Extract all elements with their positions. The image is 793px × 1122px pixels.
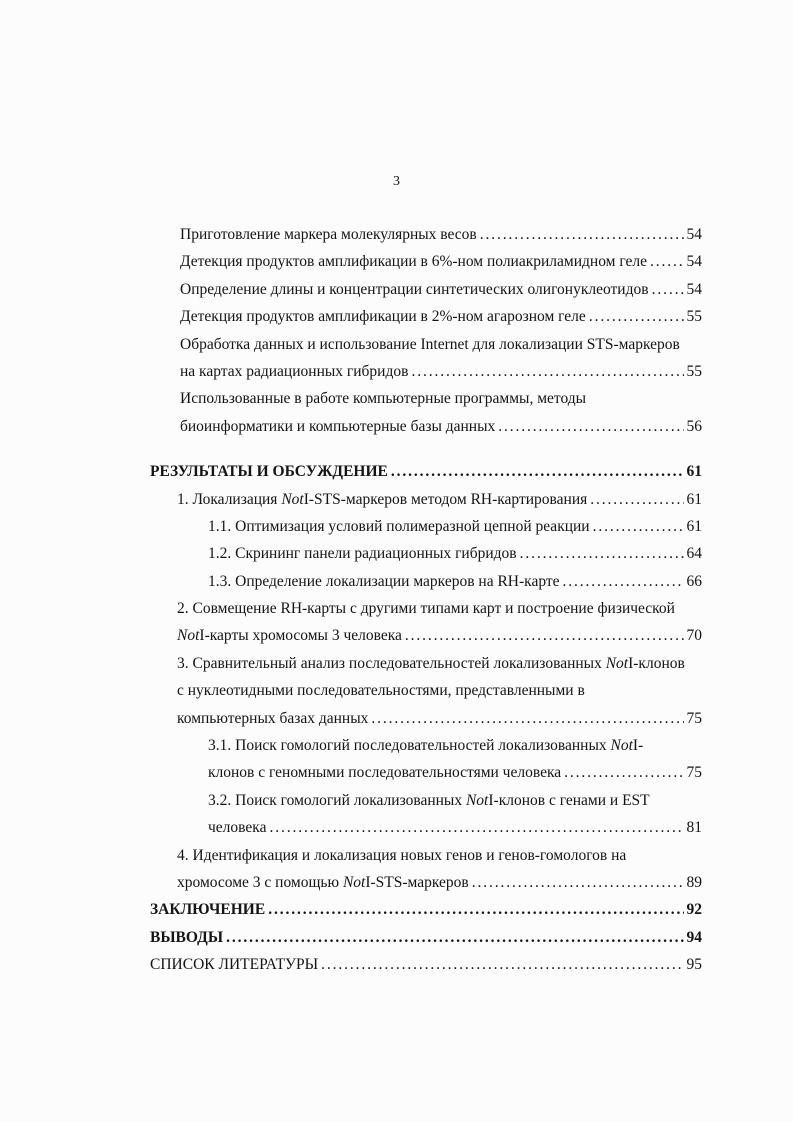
italic-text: Not xyxy=(605,654,629,672)
title-text: 3.2. Поиск гомологий локализованных xyxy=(208,791,466,809)
toc-entry-title: Обработка данных и использование Internet для локализации STS-маркеров xyxy=(180,335,680,353)
toc-entry[interactable] xyxy=(150,486,702,513)
toc-entry-title: биоинформатики и компьютерные базы данных xyxy=(180,417,496,435)
toc-entry-page: 64 xyxy=(686,545,702,563)
section-gap xyxy=(150,440,702,458)
toc-entry-page: 92 xyxy=(686,901,702,919)
toc-entry[interactable] xyxy=(150,759,702,786)
toc-entry-title: 1.2. Скрининг панели радиационных гибридов xyxy=(208,545,517,563)
toc-entry-continued[interactable] xyxy=(150,385,702,412)
toc-entry-page: 75 xyxy=(686,764,702,782)
toc-entry[interactable] xyxy=(150,221,702,248)
toc-entry-title xyxy=(177,486,587,513)
dot-leader xyxy=(391,458,684,485)
toc-entry-title: Детекция продуктов амплификации в 6%-ном полиакриламидном геле xyxy=(180,253,647,271)
italic-text: Not xyxy=(465,791,489,809)
toc-entry-title: компьютерных базах данных xyxy=(177,709,369,727)
toc-entry-title xyxy=(177,622,402,649)
toc-entry-title: 2. Совмещение RH-карты с другими типами карт и построение физической xyxy=(177,600,675,618)
toc-entry-title: Детекция продуктов амплификации в 2%-ном агарозном геле xyxy=(180,308,586,326)
title-text: 3.1. Поиск гомологий последовательностей локализованных xyxy=(208,737,611,755)
toc-entry-page: 54 xyxy=(686,253,702,271)
dot-leader xyxy=(498,413,683,440)
toc-entry-title: человека xyxy=(208,819,267,837)
toc-section-findings[interactable] xyxy=(150,924,702,951)
italic-text: Not xyxy=(610,737,633,755)
dot-leader xyxy=(480,221,684,248)
toc-entry-continued[interactable] xyxy=(150,787,702,814)
toc-entry-title: 1.3. Определение локализации маркеров на RH-карте xyxy=(208,572,560,590)
title-text: I-клонов xyxy=(628,654,685,672)
toc-section-results[interactable] xyxy=(150,458,702,485)
toc-entry-title: ВЫВОДЫ xyxy=(150,928,224,946)
toc-entry-page: 54 xyxy=(686,280,702,298)
toc-entry-continued[interactable] xyxy=(150,331,702,358)
toc-entry-page: 61 xyxy=(686,490,702,508)
toc-entry[interactable] xyxy=(150,705,702,732)
dot-leader xyxy=(371,705,683,732)
toc-entry-title: Использованные в работе компьютерные программы, методы xyxy=(180,390,587,408)
dot-leader xyxy=(405,622,684,649)
toc-entry[interactable] xyxy=(150,622,702,649)
toc-entry[interactable] xyxy=(150,358,702,385)
dot-leader xyxy=(564,759,683,786)
toc-entry-page: 95 xyxy=(686,956,702,974)
dot-leader xyxy=(593,513,684,540)
italic-text: Not xyxy=(177,627,200,645)
toc-entry-continued[interactable] xyxy=(150,677,702,704)
dot-leader xyxy=(652,276,684,303)
toc-entry[interactable] xyxy=(150,568,702,595)
toc-entry-title: на картах радиационных гибридов xyxy=(180,362,409,380)
title-text: хромосоме 3 с помощью xyxy=(177,873,343,891)
toc-entry[interactable] xyxy=(150,540,702,567)
toc-section-conclusion[interactable] xyxy=(150,896,702,923)
toc-entry-continued[interactable] xyxy=(150,595,702,622)
toc-entry-continued[interactable] xyxy=(150,842,702,869)
toc-entry-title xyxy=(208,732,643,759)
toc-entry-page: 61 xyxy=(686,517,702,535)
dot-leader xyxy=(590,486,683,513)
dot-leader xyxy=(650,248,684,275)
toc-entry-title: 4. Идентификация и локализация новых генов и генов-гомологов на xyxy=(177,846,627,864)
toc-entry[interactable] xyxy=(150,413,702,440)
toc-entry[interactable] xyxy=(150,869,702,896)
toc-entry-page: 89 xyxy=(686,873,702,891)
toc-entry[interactable] xyxy=(150,513,702,540)
toc-entry-page: 66 xyxy=(686,572,702,590)
title-text: I-STS-маркеров xyxy=(365,873,469,891)
dot-leader xyxy=(269,814,683,841)
toc-entry-page: 55 xyxy=(686,308,702,326)
toc-entry-page: 94 xyxy=(686,928,702,946)
dot-leader xyxy=(226,924,683,951)
toc-entry-page: 54 xyxy=(686,226,702,243)
title-text: 3. Сравнительный анализ последовательностей локализованных xyxy=(177,654,606,672)
table-of-contents xyxy=(150,221,702,979)
toc-entry-continued[interactable] xyxy=(150,650,702,677)
toc-entry-title: клонов с геномными последовательностями человека xyxy=(208,764,562,782)
toc-entry-page: 70 xyxy=(686,627,702,645)
italic-text: Not xyxy=(342,873,366,891)
toc-entry-title: 1.1. Оптимизация условий полимеразной цепной реакции xyxy=(208,517,590,535)
toc-entry[interactable] xyxy=(150,276,702,303)
toc-entry-title: Приготовление маркера молекулярных весов xyxy=(180,226,477,243)
title-text: I- xyxy=(632,737,644,755)
dot-leader xyxy=(411,358,683,385)
toc-entry-continued[interactable] xyxy=(150,732,702,759)
toc-entry[interactable] xyxy=(150,248,702,275)
toc-entry-title: РЕЗУЛЬТАТЫ И ОБСУЖДЕНИЕ xyxy=(150,463,388,481)
page-number: 3 xyxy=(393,174,400,189)
toc-entry-title: СПИСОК ЛИТЕРАТУРЫ xyxy=(150,956,319,974)
title-text: I-карты хромосомы 3 человека xyxy=(199,627,402,645)
toc-entry-page: 56 xyxy=(686,417,702,435)
dot-leader xyxy=(589,303,684,330)
toc-entry-title: с нуклеотидными последовательностями, представленными в xyxy=(177,682,585,700)
toc-entry-title xyxy=(177,869,469,896)
dot-leader xyxy=(520,540,684,567)
dot-leader xyxy=(563,568,684,595)
toc-entry-page: 81 xyxy=(686,819,702,837)
toc-entry[interactable] xyxy=(150,814,702,841)
toc-entry-page: 61 xyxy=(686,463,702,481)
toc-entry[interactable] xyxy=(150,303,702,330)
toc-entry-title: ЗАКЛЮЧЕНИЕ xyxy=(150,901,266,919)
title-text: I-STS-маркеров методом RH-картирования xyxy=(303,490,588,508)
toc-entry-title xyxy=(177,650,685,677)
italic-text: Not xyxy=(281,490,304,508)
toc-section-references[interactable] xyxy=(150,951,702,978)
toc-entry-title xyxy=(208,787,650,814)
dot-leader xyxy=(321,951,683,978)
toc-entry-title: Определение длины и концентрации синтетических олигонуклеотидов xyxy=(180,280,649,298)
title-text: I-клонов с генами и EST xyxy=(488,791,650,809)
toc-entry-page: 55 xyxy=(686,362,702,380)
toc-entry-page: 75 xyxy=(686,709,702,727)
title-text: 1. Локализация xyxy=(177,490,282,508)
dot-leader xyxy=(268,896,683,923)
dot-leader xyxy=(472,869,684,896)
